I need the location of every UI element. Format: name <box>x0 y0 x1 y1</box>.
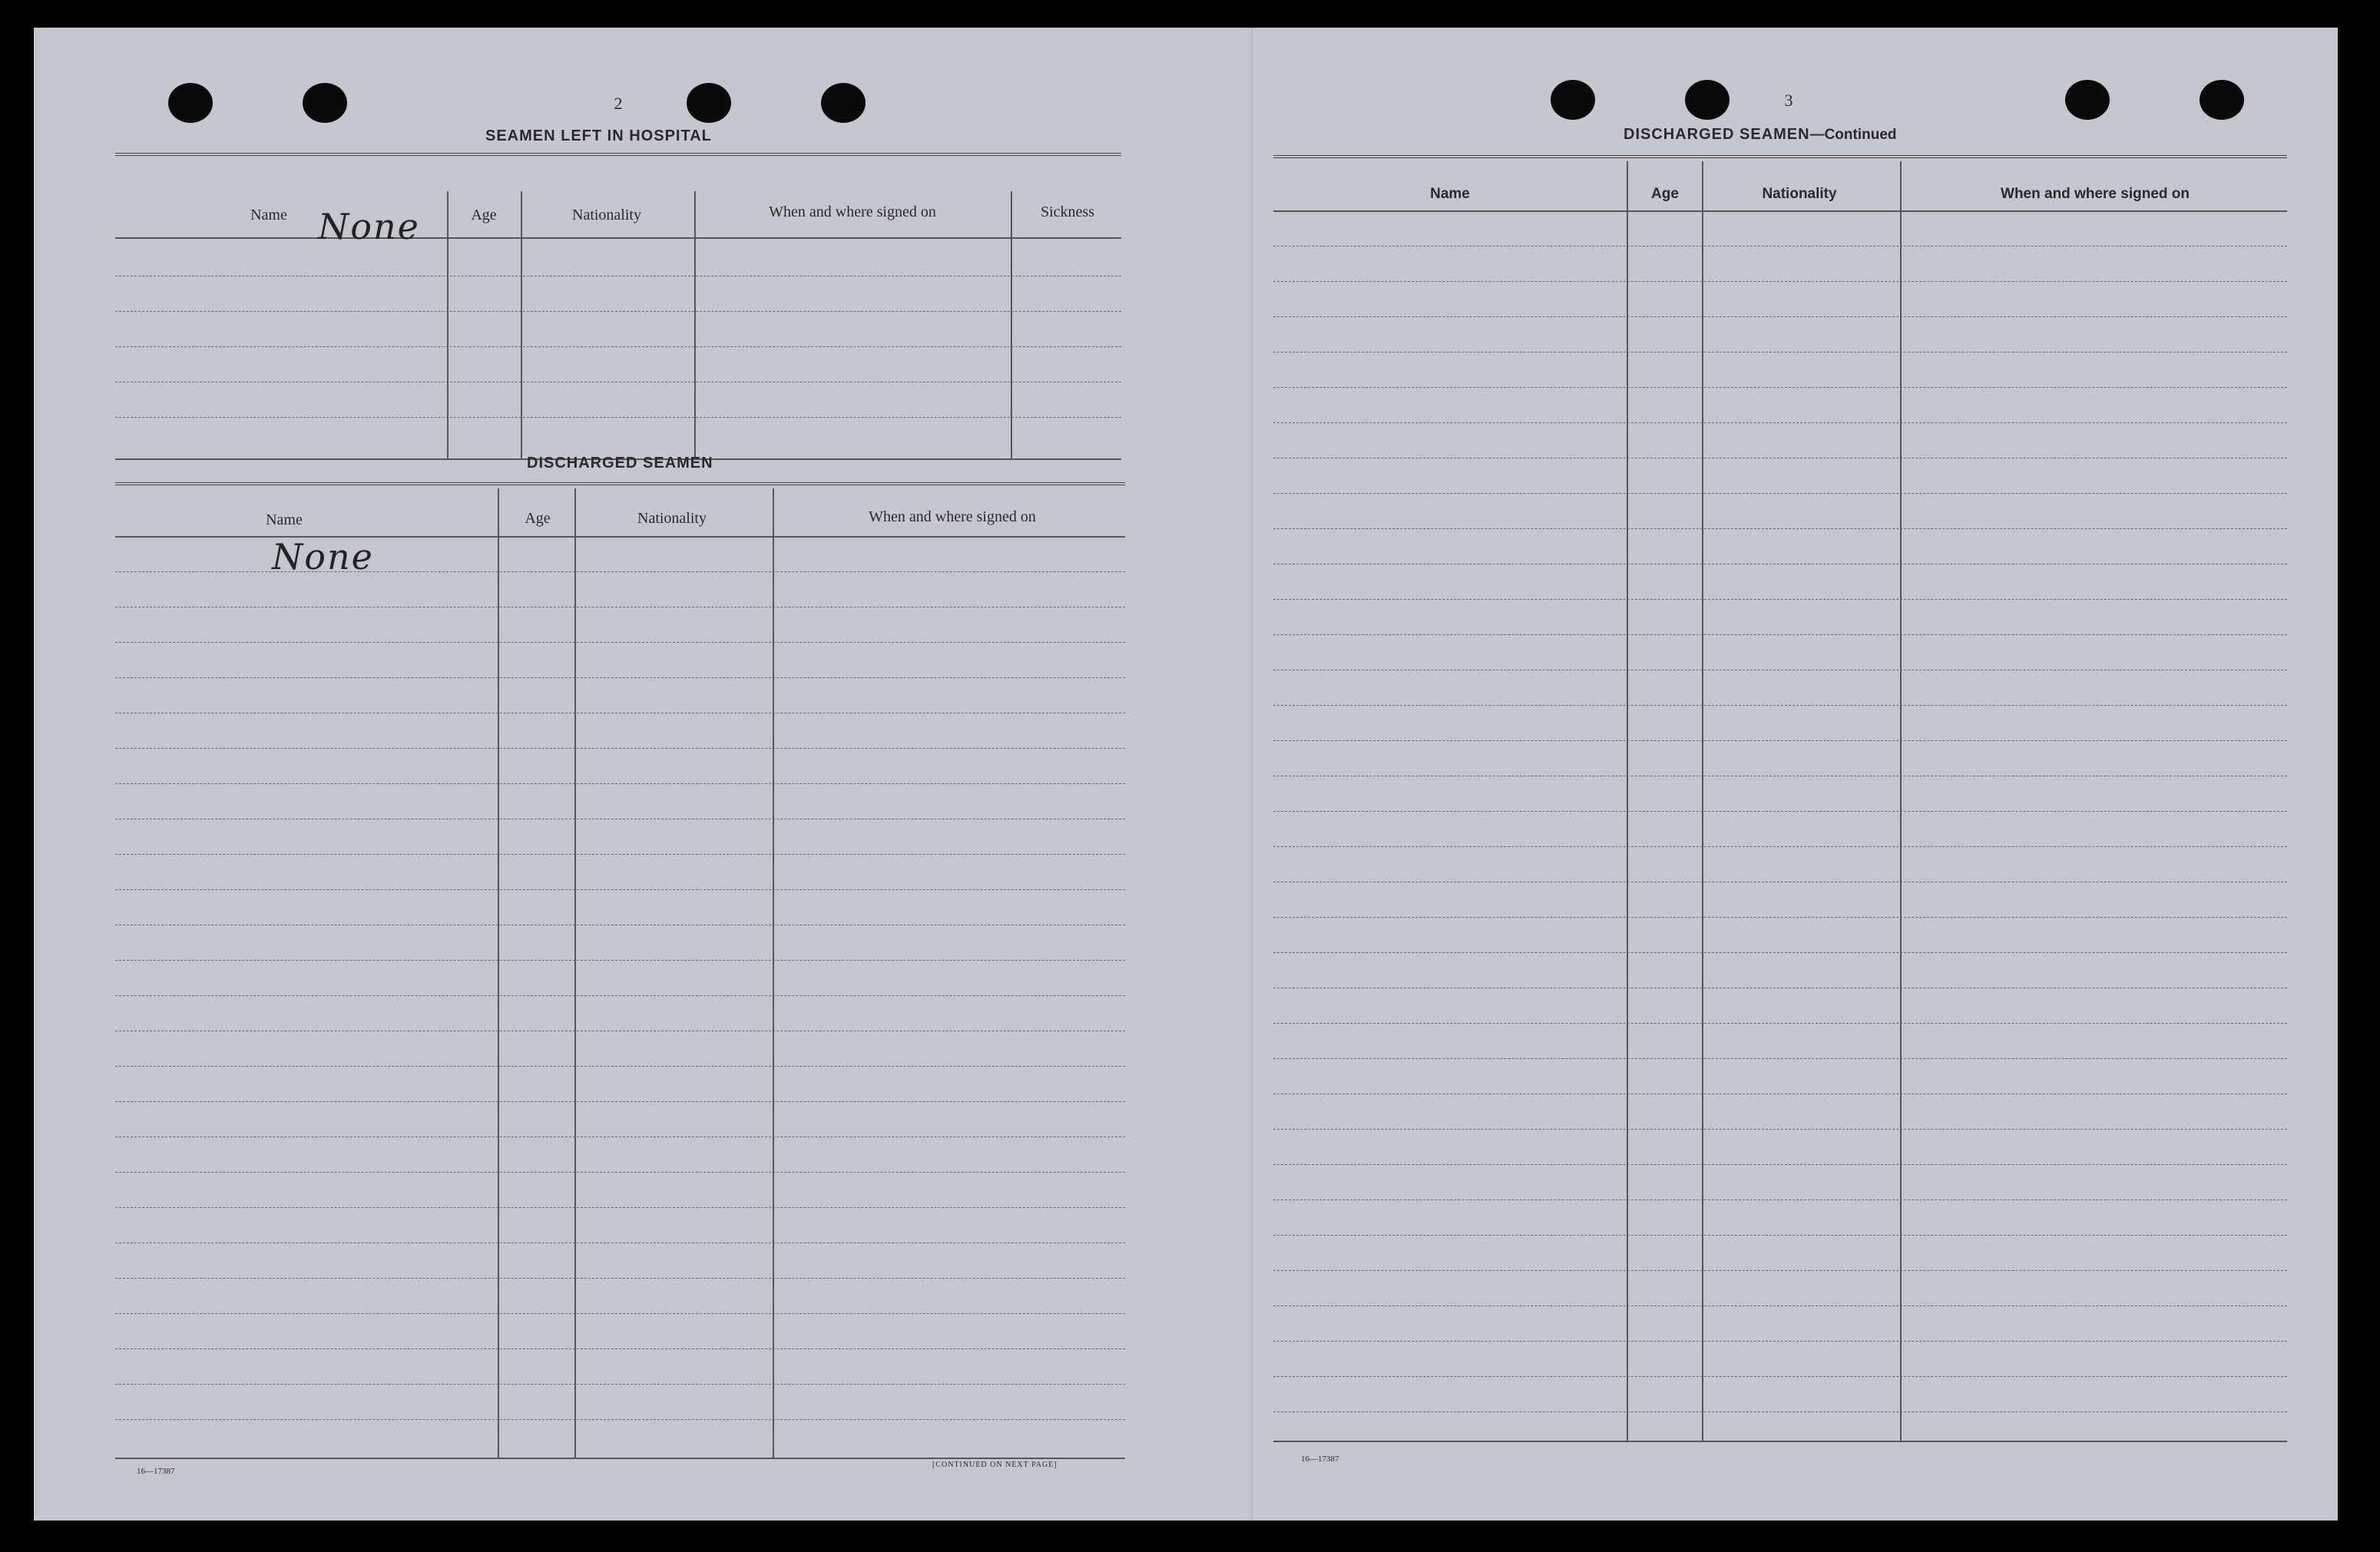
ruled-line <box>115 960 1125 961</box>
ruled-line <box>1273 917 2287 918</box>
hospital-col-age: Age <box>471 207 497 223</box>
discharged-section-title: DISCHARGED SEAMEN <box>527 455 713 472</box>
right-section-title-main: DISCHARGED SEAMEN <box>1624 126 1810 143</box>
right-section-title-suffix: —Continued <box>1809 127 1897 143</box>
punch-hole-icon <box>821 83 866 123</box>
ruled-line <box>1273 705 2287 706</box>
ruled-line <box>1273 740 2287 741</box>
hospital-col-name: Name <box>250 207 287 223</box>
ruled-line <box>1273 952 2287 953</box>
ruled-line <box>115 1278 1125 1279</box>
discharged-col-name: Name <box>266 511 303 528</box>
hospital-col-signed-on: When and where signed on <box>769 204 936 220</box>
ruled-line <box>115 748 1125 749</box>
ruled-line <box>115 783 1125 784</box>
ruled-line <box>1273 1058 2287 1059</box>
ruled-line <box>1273 1129 2287 1130</box>
ruled-line <box>1273 493 2287 494</box>
ruled-line <box>115 1348 1125 1349</box>
ruled-line <box>1273 599 2287 600</box>
ruled-line <box>1273 422 2287 423</box>
continued-col-name: Name <box>1430 186 1470 202</box>
ruled-line <box>1273 1270 2287 1271</box>
ruled-line <box>1273 1235 2287 1236</box>
continued-col-age: Age <box>1651 186 1679 202</box>
ruled-line <box>1273 811 2287 812</box>
ruled-line <box>115 1207 1125 1208</box>
page-number-left: 2 <box>614 94 623 113</box>
form-code-left: 16—17387 <box>137 1467 175 1476</box>
punch-hole-icon <box>1551 80 1595 120</box>
hospital-col-nationality: Nationality <box>572 207 641 223</box>
continued-note: [CONTINUED ON NEXT PAGE] <box>932 1461 1058 1469</box>
ruled-line <box>1273 387 2287 388</box>
ruled-line <box>115 571 1125 572</box>
document-page <box>34 28 2338 1521</box>
form-code-right: 16—17387 <box>1301 1454 1339 1464</box>
hospital-table <box>115 153 1121 460</box>
ruled-line <box>115 1384 1125 1385</box>
ruled-line <box>1273 1023 2287 1024</box>
ruled-line <box>115 677 1125 678</box>
ruled-line <box>1273 846 2287 847</box>
punch-hole-icon <box>168 83 213 123</box>
ruled-line <box>1273 1341 2287 1342</box>
discharged-table <box>115 482 1125 1459</box>
ruled-line <box>115 889 1125 890</box>
ruled-line <box>1273 316 2287 317</box>
ruled-line <box>1273 1305 2287 1306</box>
ruled-line <box>115 995 1125 996</box>
ruled-line <box>1273 1411 2287 1412</box>
page-fold <box>1251 28 1253 1521</box>
discharged-continued-table <box>1273 155 2287 1442</box>
right-section-title <box>1624 126 1897 144</box>
ruled-line <box>115 1172 1125 1173</box>
continued-col-nationality: Nationality <box>1762 186 1837 202</box>
ruled-line <box>115 1419 1125 1420</box>
ruled-line <box>1273 634 2287 635</box>
discharged-col-age: Age <box>525 510 551 527</box>
ruled-line <box>1273 1164 2287 1165</box>
ruled-line <box>115 642 1125 643</box>
punch-hole-icon <box>687 83 731 123</box>
punch-hole-icon <box>303 83 347 123</box>
punch-hole-icon <box>2200 80 2244 120</box>
discharged-col-signed-on: When and where signed on <box>869 508 1036 525</box>
ruled-line <box>115 1066 1125 1067</box>
punch-hole-icon <box>1685 80 1730 120</box>
discharged-col-nationality: Nationality <box>637 510 707 527</box>
hospital-section-title: SEAMEN LEFT IN HOSPITAL <box>485 127 712 144</box>
ruled-line <box>1273 281 2287 282</box>
ruled-line <box>115 1101 1125 1102</box>
ruled-line <box>1273 246 2287 247</box>
page-number-right: 3 <box>1784 91 1793 110</box>
hospital-col-sickness: Sickness <box>1041 204 1094 220</box>
continued-col-signed-on: When and where signed on <box>2001 186 2190 202</box>
ruled-line <box>115 1313 1125 1314</box>
ruled-line <box>115 854 1125 855</box>
punch-hole-icon <box>2065 80 2110 120</box>
discharged-entry-handwritten: None <box>272 536 374 577</box>
ruled-line <box>1273 528 2287 529</box>
hospital-entry-handwritten: None <box>318 206 420 247</box>
ruled-line <box>1273 1376 2287 1377</box>
